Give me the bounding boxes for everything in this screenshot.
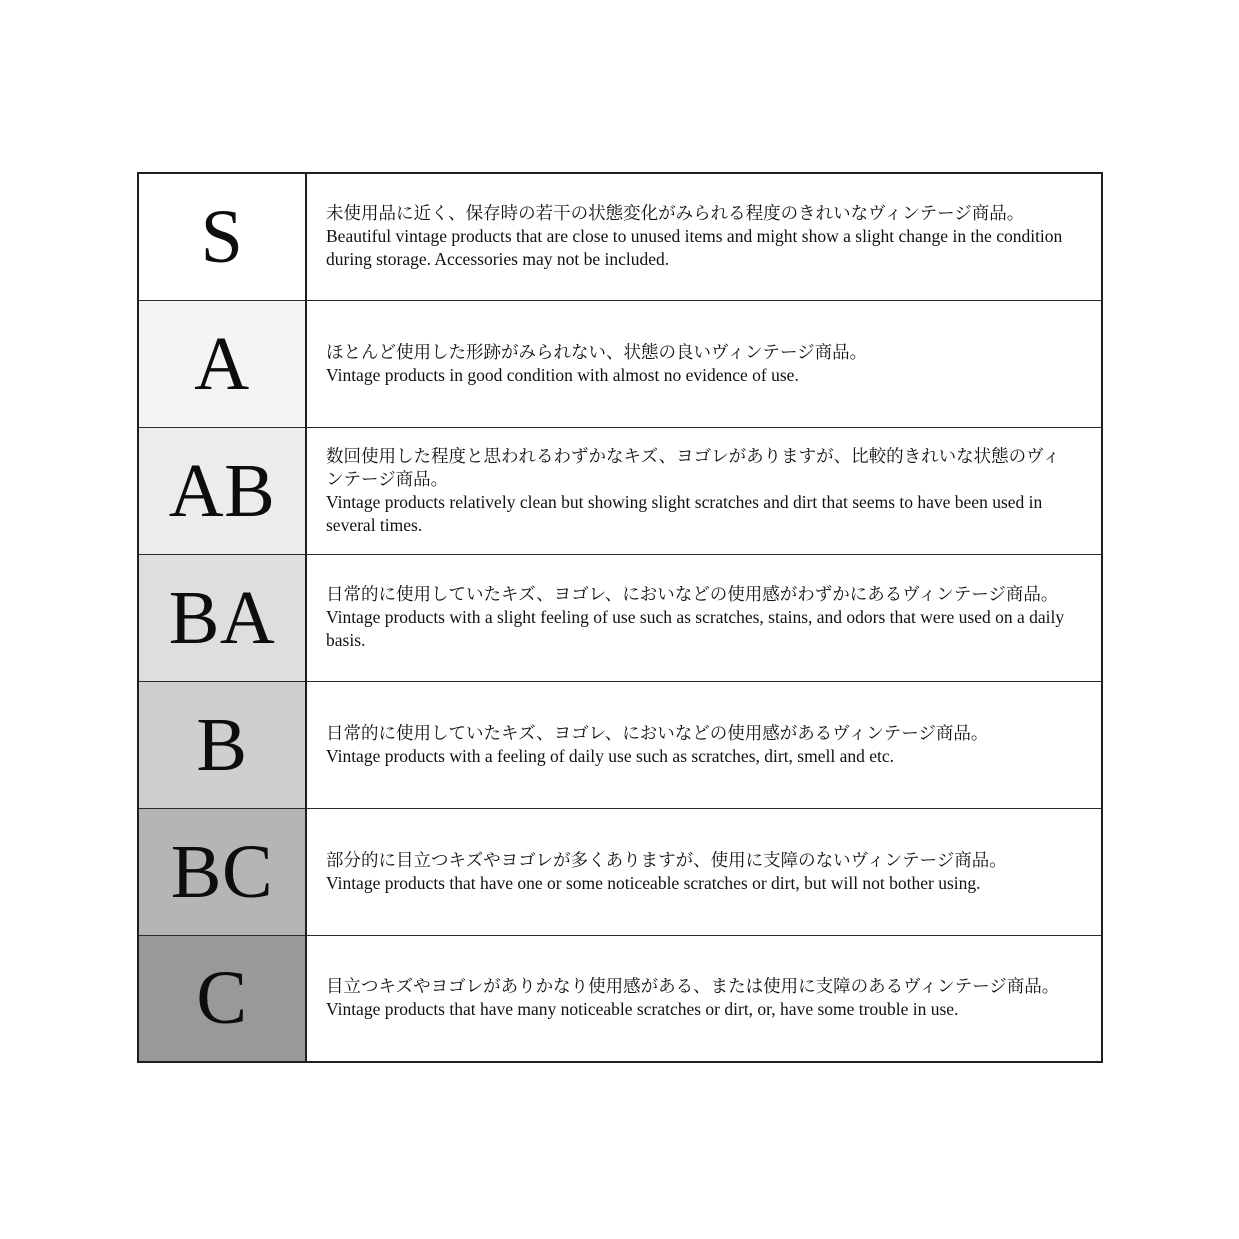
description-japanese: 日常的に使用していたキズ、ヨゴレ、においなどの使用感がわずかにあるヴィンテージ商品。 xyxy=(326,584,1059,604)
grade-cell-ab xyxy=(138,427,306,554)
description-cell xyxy=(306,300,1102,427)
table-row xyxy=(138,300,1102,427)
description-cell xyxy=(306,173,1102,300)
description-english: Vintage products that have one or some noticeable scratches or dirt, but will not bother using. xyxy=(326,872,981,893)
grade-cell-c xyxy=(138,935,306,1062)
grade-label: A xyxy=(194,321,250,406)
description-english: Vintage products that have many noticeable scratches or dirt, or, have some trouble in use. xyxy=(326,999,959,1020)
table-row xyxy=(138,681,1102,808)
grade-cell-a xyxy=(138,300,306,427)
table-row xyxy=(138,427,1102,554)
table-row xyxy=(138,935,1102,1062)
grade-label: B xyxy=(196,702,248,787)
table-row xyxy=(138,554,1102,681)
description-english: Vintage products relatively clean but showing slight scratches and dirt that seems to have been used in several times. xyxy=(326,491,1043,535)
grade-cell-ba xyxy=(138,554,306,681)
description-cell xyxy=(306,935,1102,1062)
description-cell xyxy=(306,554,1102,681)
description-cell xyxy=(306,427,1102,554)
grade-label: C xyxy=(196,956,248,1041)
description-cell xyxy=(306,681,1102,808)
grade-label: S xyxy=(200,194,244,279)
description-japanese: 未使用品に近く、保存時の若干の状態変化がみられる程度のきれいなヴィンテージ商品。 xyxy=(326,203,1025,224)
grade-label: BA xyxy=(168,575,276,660)
description-english: Vintage products with a slight feeling of use such as scratches, stains, and odors that were used on a daily basis. xyxy=(326,607,1065,650)
table-row xyxy=(138,173,1102,300)
description-japanese: 日常的に使用していたキズ、ヨゴレ、においなどの使用感があるヴィンテージ商品。 xyxy=(326,722,989,743)
description-cell xyxy=(306,808,1102,935)
grade-cell-b xyxy=(138,681,306,808)
description-english: Vintage products with a feeling of daily use such as scratches, dirt, smell and etc. xyxy=(326,745,895,766)
grade-label: BC xyxy=(170,829,274,914)
description-japanese: ほとんど使用した形跡がみられない、状態の良いヴィンテージ商品。 xyxy=(326,341,868,362)
description-english: Vintage products in good condition with almost no evidence of use. xyxy=(326,364,799,385)
grade-label: AB xyxy=(168,448,276,533)
table-row xyxy=(138,808,1102,935)
grade-cell-s xyxy=(138,173,306,300)
description-japanese: 目立つキズやヨゴレがありかなり使用感がある、または使用に支障のあるヴィンテージ商品。 xyxy=(326,976,1060,997)
grade-cell-bc xyxy=(138,808,306,935)
condition-grade-table xyxy=(137,172,1103,1063)
description-japanese: 数回使用した程度と思われるわずかなキズ、ヨゴレがありますが、比較的きれいな状態のヴィンテージ商品。 xyxy=(326,445,1061,489)
description-english: Beautiful vintage products that are close to unused items and might show a slight change in the condition during storage. Accessories may not be included. xyxy=(326,226,1063,270)
description-japanese: 部分的に目立つキズやヨゴレが多くありますが、使用に支障のないヴィンテージ商品。 xyxy=(326,849,1007,870)
